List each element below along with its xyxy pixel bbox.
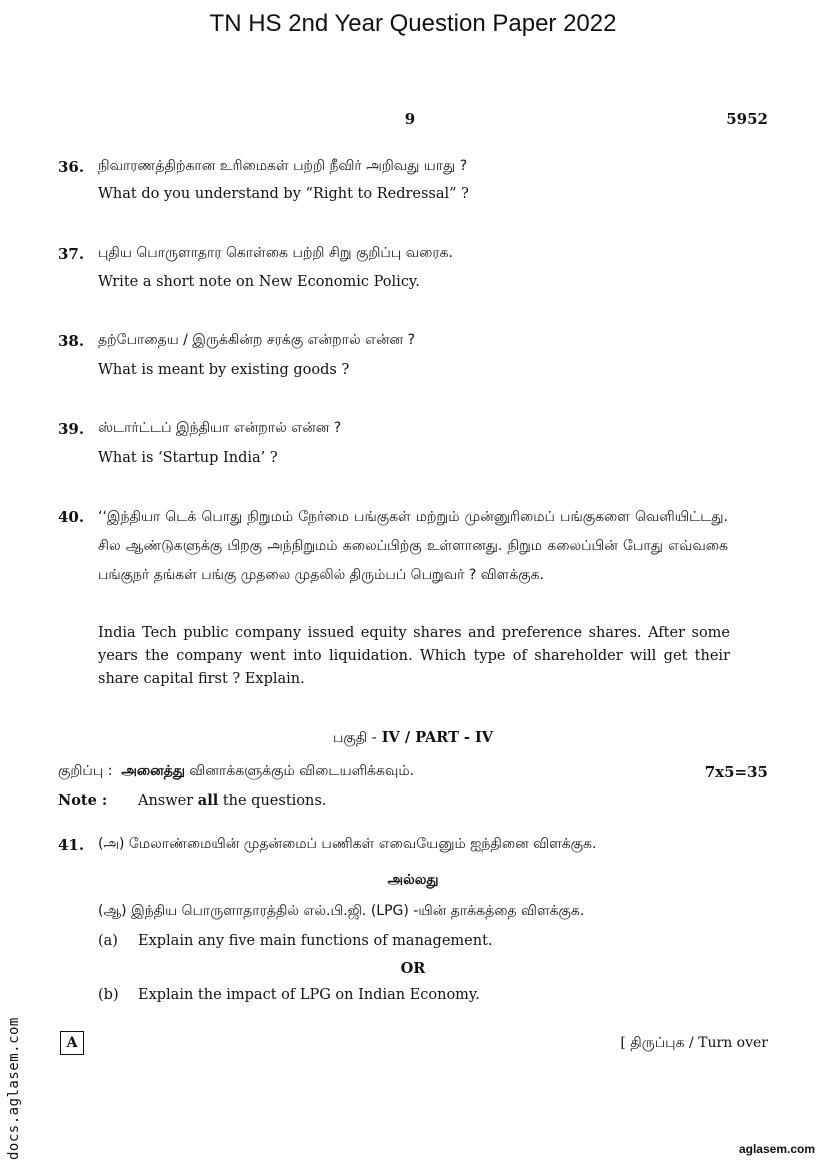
- paper-code: 5952: [726, 110, 768, 128]
- note-english-bold: all: [197, 792, 219, 809]
- question-number: 36.: [58, 158, 85, 176]
- question-number: 40.: [58, 508, 85, 526]
- turn-over-label: [ திருப்புக / Turn over: [620, 1035, 768, 1051]
- or-english: OR: [400, 960, 426, 977]
- marks-allocation: 7x5=35: [704, 763, 768, 781]
- option-a-label: (a): [98, 933, 118, 949]
- note-tamil-label: குறிப்பு :: [58, 763, 113, 779]
- note-english-post: the questions.: [218, 793, 327, 809]
- note-english-pre: Answer: [138, 793, 198, 809]
- or-tamil: அல்லது: [387, 872, 439, 888]
- option-a-english: Explain any five main functions of management.: [138, 933, 493, 949]
- question-tamil: நிவாரணத்திற்கான உரிமைகள் பற்றி நீவிர் அறிவது யாது ?: [98, 158, 468, 174]
- question-english: What do you understand by “Right to Redressal” ?: [98, 186, 469, 202]
- question-tamil: தற்போதைய / இருக்கின்ற சரக்கு என்றால் என்ன ?: [98, 332, 416, 348]
- footer-brand: aglasem.com: [738, 1142, 815, 1156]
- part-heading-english: IV / PART - IV: [376, 729, 494, 746]
- note-english-label: Note :: [58, 792, 108, 809]
- question-english: Write a short note on New Economic Policy.: [98, 274, 420, 290]
- question-tamil: ‘‘இந்தியா டெக் பொது நிறுமம் நேர்மை பங்குகள் மற்றும் முன்னுரிமைப் பங்குகளை வெளியிட்டது. சில ஆண்டுகளுக்கு பிறகு அந்நிறுமம் கலைப்பிற்கு உள்ளானது. நிறும கலைப்பின் போது எவ்வகை பங்குநர் தங்கள் பங்கு முதலை முதலில் திரும்பப் பெறுவர் ? விளக்குக.: [98, 509, 728, 583]
- question-number: 41.: [58, 836, 85, 854]
- option-a-tamil: (அ) மேலாண்மையின் முதன்மைப் பணிகள் எவையேனும் ஐந்தினை விளக்குக.: [98, 836, 597, 852]
- note-tamil-bold: அனைத்து: [121, 763, 185, 779]
- option-b-tamil: (ஆ) இந்திய பொருளாதாரத்தில் எல்.பி.ஜி. (LPG) -யின் தாக்கத்தை விளக்குக.: [98, 903, 585, 919]
- option-b-english: Explain the impact of LPG on Indian Economy.: [138, 987, 480, 1003]
- part-heading-tamil: பகுதி -: [332, 730, 377, 746]
- question-tamil: ஸ்டார்ட்டப் இந்தியா என்றால் என்ன ?: [98, 420, 342, 436]
- note-tamil: [58, 763, 414, 781]
- page-header-title: TN HS 2nd Year Question Paper 2022: [209, 10, 617, 37]
- watermark-url: docs.aglasem.com: [6, 1017, 22, 1160]
- question-english: India Tech public company issued equity shares and preference shares. After some years the company went into liquidation. Which type of shareholder will get their share capital first ? Explain.: [98, 625, 730, 687]
- note-english: [138, 792, 326, 809]
- note-tamil-text: வினாக்களுக்கும் விடையளிக்கவும்.: [184, 763, 415, 779]
- question-number: 39.: [58, 420, 85, 438]
- option-b-label: (b): [98, 987, 119, 1003]
- question-english: What is ‘Startup India’ ?: [98, 450, 278, 466]
- question-tamil: புதிய பொருளாதார கொள்கை பற்றி சிறு குறிப்பு வரைக.: [98, 245, 453, 261]
- part-heading: [0, 729, 826, 748]
- question-english: What is meant by existing goods ?: [98, 362, 350, 378]
- question-number: 37.: [58, 245, 85, 263]
- series-box: A: [60, 1031, 84, 1055]
- question-number: 38.: [58, 332, 85, 350]
- page-number: 9: [404, 110, 416, 128]
